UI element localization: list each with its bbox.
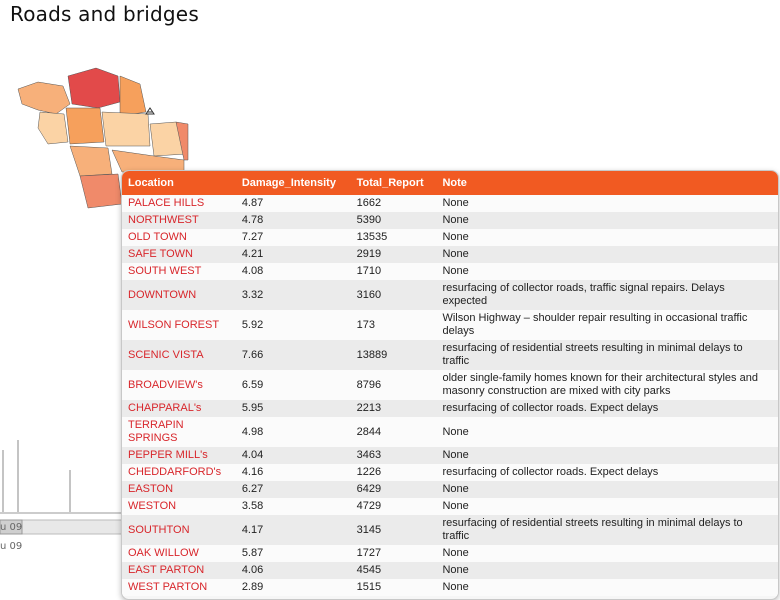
map-region-palace-hills[interactable] xyxy=(68,68,120,108)
cell-note: None xyxy=(442,197,469,209)
timeline-tick-label-secondary: u 09 xyxy=(0,541,23,552)
cell-note: None xyxy=(442,581,469,593)
cell-damage: 5.92 xyxy=(241,318,264,331)
cell-total: 1226 xyxy=(356,466,382,478)
cell-total: 13889 xyxy=(356,348,388,361)
cell-total: 2919 xyxy=(356,248,382,260)
cell-total: 2213 xyxy=(356,402,382,414)
cell-note: resurfacing of collector roads, traffic signal repairs. Delays expected xyxy=(442,282,725,307)
cell-location[interactable]: EASTON xyxy=(128,483,174,495)
cell-total: 1727 xyxy=(356,547,382,559)
table-row[interactable] xyxy=(122,280,778,310)
cell-location[interactable]: DOWNTOWN xyxy=(128,288,197,301)
cell-note: None xyxy=(442,449,469,461)
header-note[interactable]: Note xyxy=(436,171,778,195)
map-region-northwest[interactable] xyxy=(18,82,70,114)
map-region-west[interactable] xyxy=(38,112,68,144)
cell-total: 6429 xyxy=(356,483,382,495)
table-row[interactable] xyxy=(122,579,778,596)
timeline-chart xyxy=(0,420,125,600)
table-row[interactable] xyxy=(122,545,778,562)
cell-location[interactable]: TERRAPIN SPRINGS xyxy=(128,419,184,444)
table-row[interactable] xyxy=(122,212,778,229)
cell-damage: 4.17 xyxy=(241,523,264,536)
cell-note: None xyxy=(442,564,469,576)
table-row[interactable] xyxy=(122,498,778,515)
table-row[interactable] xyxy=(122,562,778,579)
cell-total: 2844 xyxy=(356,425,382,438)
cell-location[interactable]: WESTON xyxy=(128,500,177,512)
cell-note: resurfacing of residential streets resulting in minimal delays to traffic xyxy=(442,342,743,367)
cell-location[interactable]: PEPPER MILL's xyxy=(128,449,208,461)
cell-damage: 4.87 xyxy=(241,197,264,209)
cell-note: None xyxy=(442,500,469,512)
cell-location[interactable]: SAFE TOWN xyxy=(128,248,193,260)
cell-location[interactable]: BROADVIEW's xyxy=(128,378,203,391)
cell-damage: 3.32 xyxy=(241,288,264,301)
cell-total: 3160 xyxy=(356,288,382,301)
cell-location[interactable]: CHAPPARAL's xyxy=(128,402,202,414)
map-region-center[interactable] xyxy=(66,108,104,144)
cell-location[interactable]: CHEDDARFORD's xyxy=(128,466,222,478)
cell-note: None xyxy=(442,248,469,260)
cell-damage: 6.27 xyxy=(241,483,264,495)
table-row[interactable] xyxy=(122,370,778,400)
header-location[interactable]: Location xyxy=(122,171,236,195)
cell-note: None xyxy=(442,483,469,495)
cell-location[interactable]: OLD TOWN xyxy=(128,231,187,243)
table-row[interactable] xyxy=(122,481,778,498)
table-row[interactable] xyxy=(122,195,778,212)
cell-note: Wilson Highway – shoulder repair resulting in occasional traffic delays xyxy=(442,312,748,337)
cell-location[interactable]: EAST PARTON xyxy=(128,564,205,576)
cell-total: 173 xyxy=(356,318,375,331)
cell-damage: 5.95 xyxy=(241,402,264,414)
cell-total: 4729 xyxy=(356,500,382,512)
map-marker-icon xyxy=(146,108,154,114)
cell-total: 13535 xyxy=(356,231,388,243)
cell-total: 3463 xyxy=(356,449,382,461)
table-row[interactable] xyxy=(122,515,778,545)
map-region-east[interactable] xyxy=(120,76,146,116)
cell-damage: 7.66 xyxy=(241,348,264,361)
cell-note: None xyxy=(442,214,469,226)
table-header-row xyxy=(122,171,778,195)
table-row[interactable] xyxy=(122,263,778,280)
cell-damage: 6.59 xyxy=(241,378,264,391)
cell-damage: 4.08 xyxy=(241,265,264,277)
cell-damage: 4.04 xyxy=(241,449,264,461)
map-region-southwest[interactable] xyxy=(70,146,112,176)
damage-table xyxy=(122,171,778,596)
cell-total: 5390 xyxy=(356,214,382,226)
cell-total: 4545 xyxy=(356,564,382,576)
map-region-central-east[interactable] xyxy=(102,112,150,146)
location-popup xyxy=(121,170,779,600)
cell-location[interactable]: OAK WILLOW xyxy=(128,547,199,559)
cell-damage: 4.06 xyxy=(241,564,264,576)
cell-damage: 3.58 xyxy=(241,500,264,512)
cell-note: resurfacing of collector roads. Expect delays xyxy=(442,466,659,478)
table-row[interactable] xyxy=(122,400,778,417)
table-body xyxy=(122,195,778,596)
cell-damage: 2.89 xyxy=(241,581,264,593)
cell-total: 1515 xyxy=(356,581,382,593)
cell-note: None xyxy=(442,231,469,243)
cell-note: None xyxy=(442,425,469,438)
cell-location[interactable]: PALACE HILLS xyxy=(128,197,205,209)
cell-note: resurfacing of residential streets resulting in minimal delays to traffic xyxy=(442,517,743,542)
header-total-report[interactable]: Total_Report xyxy=(351,171,437,195)
cell-total: 3145 xyxy=(356,523,382,536)
cell-location[interactable]: NORTHWEST xyxy=(128,214,199,226)
table-row[interactable] xyxy=(122,447,778,464)
cell-damage: 4.21 xyxy=(241,248,264,260)
cell-note: None xyxy=(442,547,469,559)
cell-damage: 4.16 xyxy=(241,466,264,478)
table-row[interactable] xyxy=(122,340,778,370)
cell-note: resurfacing of collector roads. Expect delays xyxy=(442,402,659,414)
cell-damage: 7.27 xyxy=(241,231,264,243)
cell-total: 1710 xyxy=(356,265,382,277)
cell-total: 1662 xyxy=(356,197,382,209)
cell-location[interactable]: SOUTH WEST xyxy=(128,265,202,277)
cell-damage: 4.98 xyxy=(241,425,264,438)
cell-note: older single-family homes known for their architectural styles and masonry construction are mixed with city parks xyxy=(442,372,758,397)
table-row[interactable] xyxy=(122,464,778,481)
cell-location[interactable]: SCENIC VISTA xyxy=(128,348,204,361)
table-row[interactable] xyxy=(122,229,778,246)
cell-total: 8796 xyxy=(356,378,382,391)
cell-note: None xyxy=(442,265,469,277)
cell-location[interactable]: WILSON FOREST xyxy=(128,318,220,331)
table-row[interactable] xyxy=(122,246,778,263)
cell-location[interactable]: WEST PARTON xyxy=(128,581,208,593)
table-row[interactable] xyxy=(122,417,778,447)
cell-location[interactable]: SOUTHTON xyxy=(128,523,190,536)
page-title: Roads and bridges xyxy=(10,2,199,26)
map-region-south[interactable] xyxy=(80,174,122,208)
header-damage-intensity[interactable]: Damage_Intensity xyxy=(236,171,351,195)
cell-damage: 4.78 xyxy=(241,214,264,226)
cell-damage: 5.87 xyxy=(241,547,264,559)
table-row[interactable] xyxy=(122,310,778,340)
timeline-tick-label: u 09 xyxy=(0,522,23,533)
